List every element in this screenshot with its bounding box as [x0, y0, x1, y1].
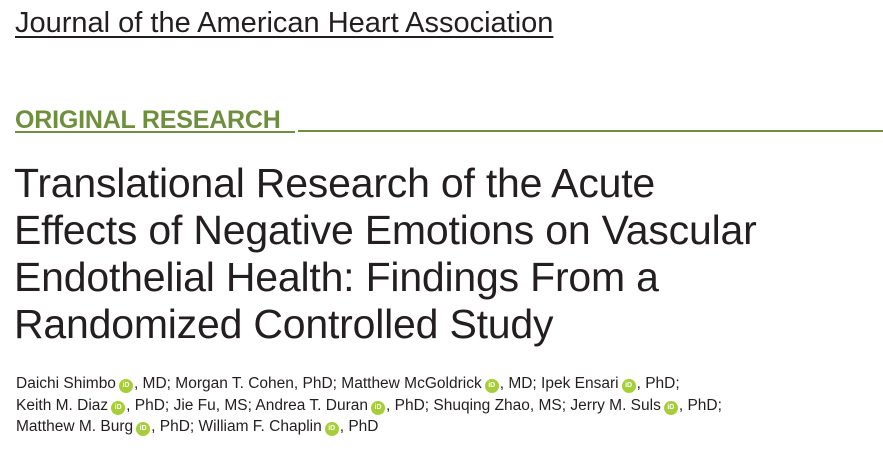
article-title-line: Translational Research of the Acute	[14, 160, 656, 206]
author-name: Matthew McGoldrick	[341, 375, 482, 392]
orcid-icon[interactable]: iD	[371, 401, 385, 415]
author-degree: , MD;	[133, 375, 171, 392]
author-degree: , PhD;	[151, 418, 195, 435]
orcid-icon[interactable]: iD	[111, 401, 125, 415]
author-name: Matthew M. Burg	[16, 418, 134, 435]
author-line	[16, 416, 876, 438]
section-divider	[298, 130, 883, 132]
article-title-line: Randomized Controlled Study	[14, 301, 554, 347]
article-title-line: Endothelial Health: Findings From a	[14, 254, 659, 300]
author-name: William F. Chaplin	[198, 418, 322, 435]
author-name: Daichi Shimbo	[16, 375, 116, 392]
author-degree: , PhD;	[126, 396, 170, 414]
section-header	[15, 104, 883, 136]
author-degree: , PhD;	[636, 375, 680, 392]
orcid-icon[interactable]: iD	[119, 379, 133, 393]
author-name: Jie Fu, MS;	[173, 396, 252, 414]
author-list	[16, 373, 876, 438]
author-degree: , PhD;	[678, 396, 722, 414]
article-title-line: Effects of Negative Emotions on Vascular	[14, 207, 757, 253]
author-name: Keith M. Diaz	[16, 396, 109, 414]
orcid-icon[interactable]: iD	[622, 379, 636, 393]
orcid-icon[interactable]: iD	[664, 401, 678, 415]
section-label: ORIGINAL RESEARCH	[15, 106, 281, 134]
author-name: Ipek Ensari	[541, 375, 619, 392]
section-label-underline	[15, 131, 295, 133]
author-name: Andrea T. Duran	[255, 396, 368, 414]
author-line	[16, 373, 876, 395]
journal-title[interactable]: Journal of the American Heart Association	[15, 7, 554, 39]
author-name: Morgan T. Cohen, PhD;	[175, 375, 337, 392]
author-degree: , MD;	[499, 375, 537, 392]
orcid-icon[interactable]: iD	[485, 379, 499, 393]
author-degree: , PhD;	[386, 396, 430, 414]
article-title	[14, 160, 874, 348]
orcid-icon[interactable]: iD	[325, 422, 339, 436]
author-name: Shuqing Zhao, MS;	[433, 396, 567, 414]
author-line	[16, 395, 876, 417]
orcid-icon[interactable]: iD	[136, 422, 150, 436]
author-degree: , PhD	[339, 418, 379, 435]
author-name: Jerry M. Suls	[570, 396, 661, 414]
